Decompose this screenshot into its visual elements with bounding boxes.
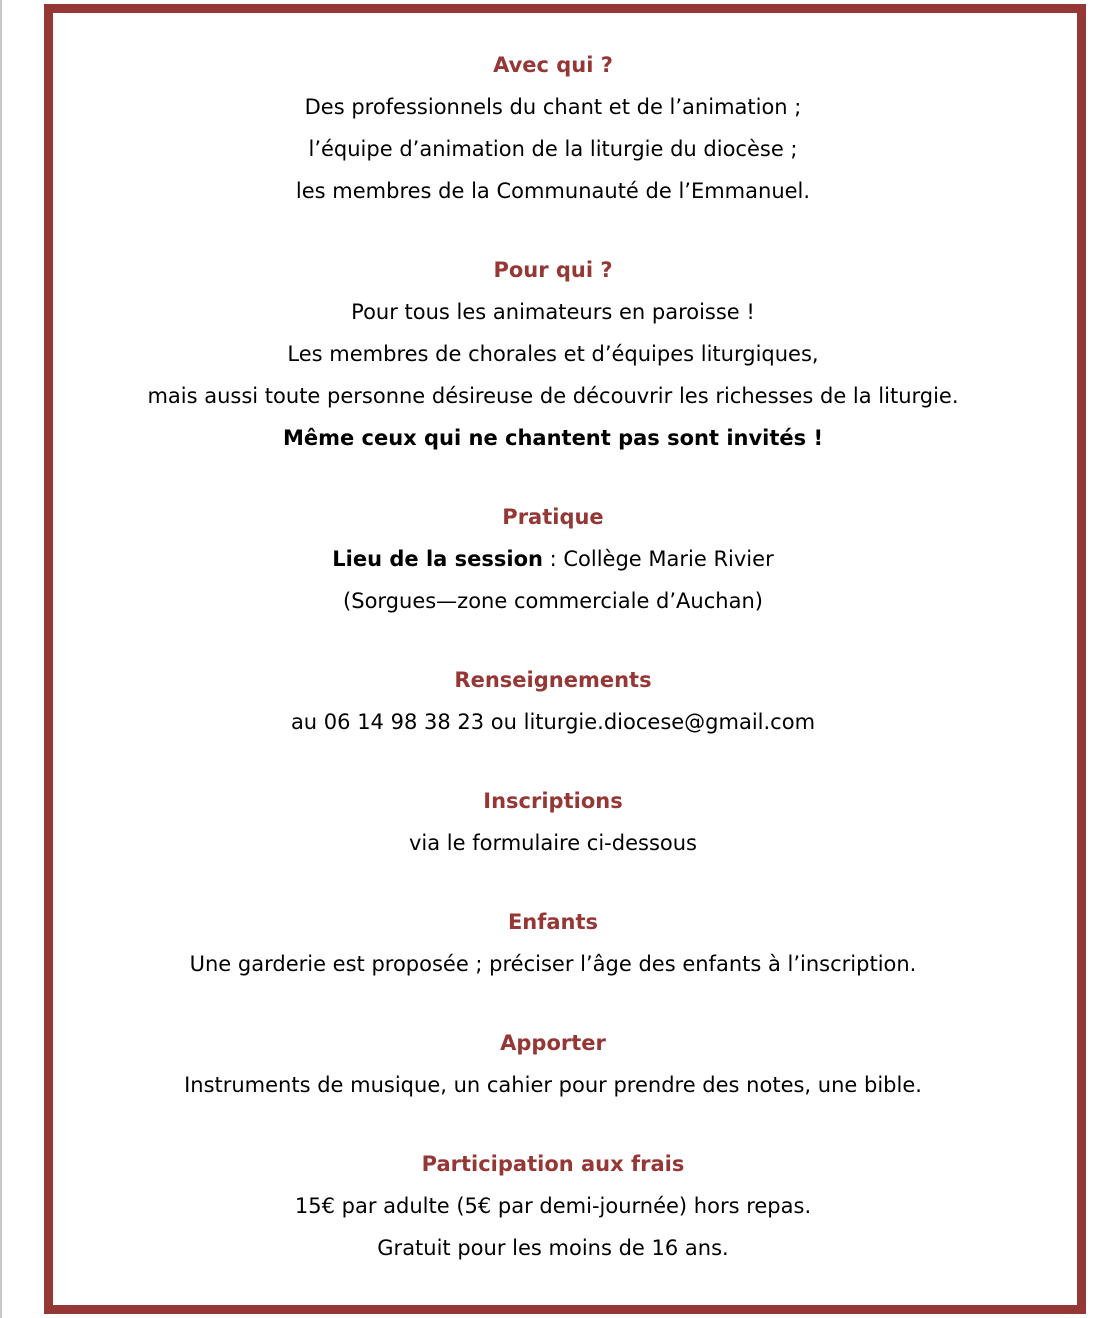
avec-line-2: l’équipe d’animation de la liturgie du diocèse ; <box>308 137 798 161</box>
section-pratique <box>0 496 1106 622</box>
section-title-participation: Participation aux frais <box>421 1152 685 1176</box>
section-title-pour-qui: Pour qui ? <box>493 258 613 282</box>
section-title-renseignements: Renseignements <box>454 668 652 692</box>
avec-line-3: les membres de la Communauté de l’Emmanuel. <box>295 179 811 203</box>
pour-line-2: Les membres de chorales et d’équipes liturgiques, <box>287 342 819 366</box>
renseignements-line: au 06 14 98 38 23 ou liturgie.diocese@gmail.com <box>290 710 816 734</box>
section-participation <box>0 1143 1106 1269</box>
apporter-line: Instruments de musique, un cahier pour prendre des notes, une bible. <box>184 1073 922 1097</box>
section-title-inscriptions: Inscriptions <box>483 789 623 813</box>
lieu-label: Lieu de la session <box>332 547 543 571</box>
participation-line-2: Gratuit pour les moins de 16 ans. <box>377 1236 729 1260</box>
section-title-avec-qui: Avec qui ? <box>493 53 613 77</box>
enfants-line: Une garderie est proposée ; préciser l’âge des enfants à l’inscription. <box>189 952 917 976</box>
lieu-line <box>0 538 1106 580</box>
pour-line-1: Pour tous les animateurs en paroisse ! <box>351 300 755 324</box>
section-enfants <box>0 901 1106 985</box>
info-content <box>0 44 1106 1306</box>
section-renseignements <box>0 659 1106 743</box>
avec-line-1: Des professionnels du chant et de l’animation ; <box>304 95 802 119</box>
inscriptions-line: via le formulaire ci-dessous <box>408 831 697 855</box>
pour-emphasis: Même ceux qui ne chantent pas sont invités ! <box>282 426 824 450</box>
section-title-enfants: Enfants <box>507 910 599 934</box>
pour-line-3: mais aussi toute personne désireuse de découvrir les richesses de la liturgie. <box>147 384 959 408</box>
section-title-pratique: Pratique <box>502 505 604 529</box>
section-avec-qui <box>0 44 1106 212</box>
participation-line-1: 15€ par adulte (5€ par demi-journée) hors repas. <box>294 1194 812 1218</box>
section-apporter <box>0 1022 1106 1106</box>
section-title-apporter: Apporter <box>500 1031 606 1055</box>
section-pour-qui <box>0 249 1106 459</box>
lieu-value: : Collège Marie Rivier <box>542 547 774 571</box>
section-inscriptions <box>0 780 1106 864</box>
pratique-line-2: (Sorgues—zone commerciale d’Auchan) <box>343 589 763 613</box>
